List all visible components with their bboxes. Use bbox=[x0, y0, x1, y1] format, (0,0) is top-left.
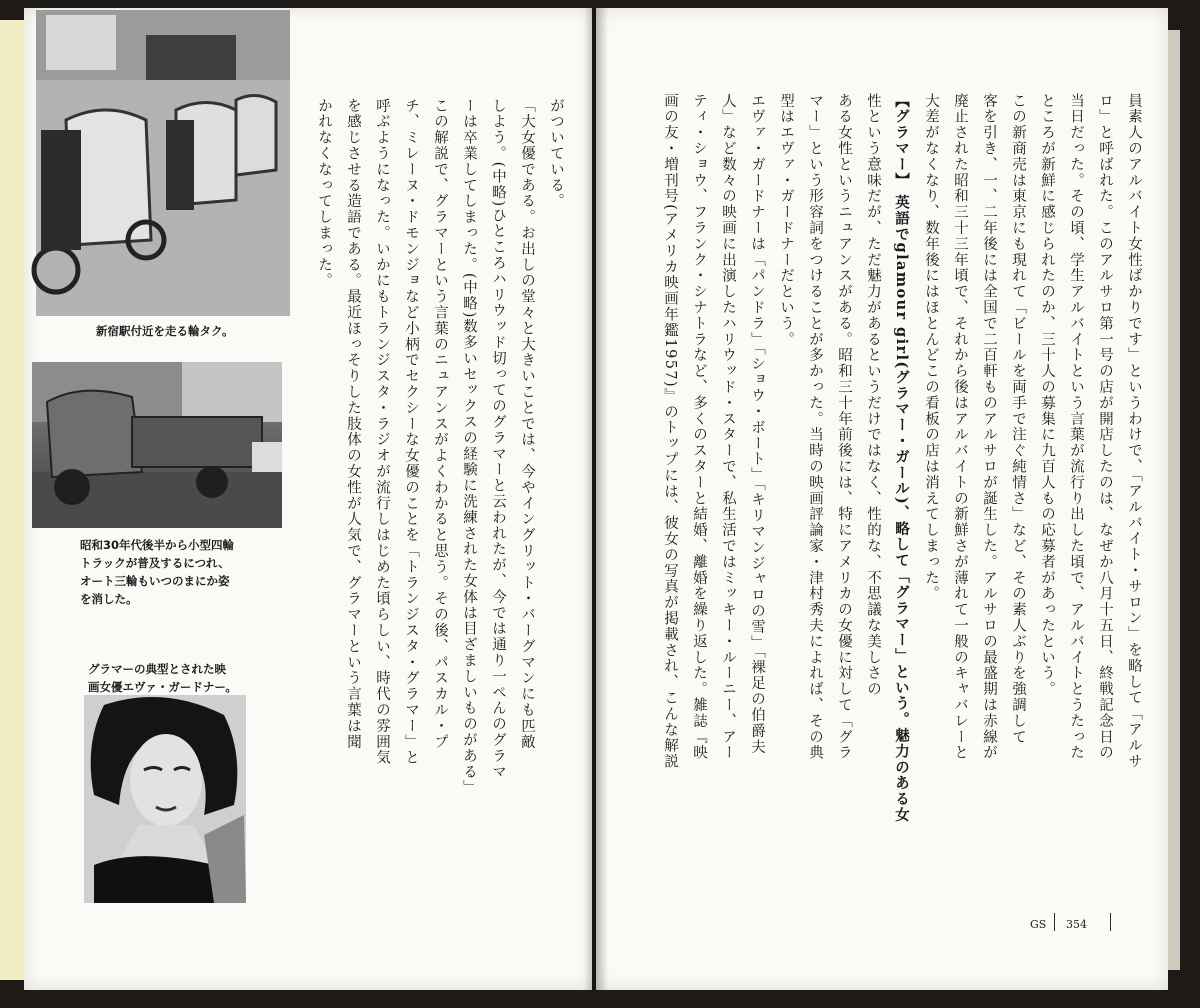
text-line: ティ・ショウ、フランク・シナトラなど、多くのスターと結婚、離婚を繰り返した。雑誌『映 bbox=[691, 93, 707, 761]
right-page-edge bbox=[1168, 30, 1180, 970]
text-line: かれなくなってしまった。 bbox=[316, 98, 332, 289]
three-wheeler-caption bbox=[80, 536, 234, 608]
text-line: 呼ぶようになった。いかにもトランジスタ・ラジオが流行しはじめた頃らしい、時代の雰囲気 bbox=[374, 98, 390, 766]
text-line: しよう。(中略)ひところハリウッド切ってのグラマーと云われたが、今では通り一ぺんのグラマ bbox=[490, 98, 506, 780]
caption-line: オート三輪もいつのまにか姿 bbox=[80, 574, 230, 588]
section-label: GS bbox=[1030, 918, 1047, 931]
text-line: 「大女優である。お出しの堂々と大きいことでは、今やイングリット・バーグマンにも匹敵 bbox=[519, 98, 535, 750]
text-line: 性という意味だが、ただ魅力があるというだけではなく、性的な、不思議な美しさの bbox=[865, 93, 881, 698]
text-line: ある女性というニュアンスがある。昭和三十年前後には、特にアメリカの女優に対して「グラ bbox=[836, 93, 852, 761]
glamour-entry-line: 【グラマー】 英語でglamour girl(グラマー・ガール)、略して「グラマー」という。魅力のある女 bbox=[893, 93, 910, 824]
text-line: エヴァ・ガードナーは「パンドラ」「ショウ・ボート」「キリマンジャロの雪」「裸足の伯爵夫 bbox=[749, 93, 765, 755]
text-line: 大差がなくなり、数年後にはほとんどこの看板の店は消えてしまった。 bbox=[923, 93, 939, 602]
text-line: 人」など数々の映画に出演したハリウッド・スターで、私生活ではミッキー・ルーニー、アー bbox=[720, 93, 736, 761]
three-wheeler-photo bbox=[32, 362, 282, 528]
text-line: 廃止された昭和三十三年頃で、それから後はアルバイトの新鮮さが薄れて一般のキャバレーと bbox=[952, 93, 968, 761]
text-line: 当日だった。その頃、学生アルバイトという言葉が流行り出した頃で、アルバイトとうたった bbox=[1068, 93, 1084, 761]
left-page-body-text bbox=[316, 98, 570, 838]
text-line: 画の友・増刊号(アメリカ映画年鑑1957)』のトップには、彼女の写真が掲載され、こんな解説 bbox=[662, 93, 678, 770]
actress-caption bbox=[88, 660, 237, 696]
text-line: 客を引き、一、二年後には全国で二百軒ものアルサロが誕生した。アルサロの最盛期は赤線が bbox=[981, 93, 997, 761]
caption-line: を消した。 bbox=[80, 592, 138, 606]
actress-portrait-photo bbox=[84, 695, 246, 903]
page-edge-strip bbox=[0, 20, 26, 980]
text-line: この新商売は東京にも現れて「ビールを両手で注ぐ純情さ」など、その素人ぶりを強調して bbox=[1010, 93, 1026, 745]
caption-line: トラックが普及するにつれ、 bbox=[80, 556, 230, 570]
text-line: ところが新鮮に感じられたのか、三十人の募集に九百人もの応募者があったという。 bbox=[1039, 93, 1055, 698]
caption-line: 画女優エヴァ・ガードナー。 bbox=[88, 680, 237, 694]
footer-divider bbox=[1110, 913, 1111, 931]
rickshaw-photo bbox=[36, 10, 290, 316]
right-page-body-text bbox=[646, 93, 1148, 883]
text-line: 型はエヴァ・ガードナーだという。 bbox=[778, 93, 794, 348]
rickshaw-caption: 新宿駅付近を走る輪タク。 bbox=[96, 324, 234, 338]
page-number: 354 bbox=[1066, 918, 1087, 931]
caption-line: 昭和30年代後半から小型四輪 bbox=[80, 538, 235, 552]
text-line: チ、ミレーヌ・ドモンジョなど小柄でセクシーな女優のことを「トランジスタ・グラマー」と bbox=[403, 98, 419, 766]
text-line: を感じさせる造語である。最近ほっそりした肢体の女性が人気で、グラマーという言葉は聞 bbox=[345, 98, 361, 750]
caption-line: グラマーの典型とされた映 bbox=[88, 662, 226, 676]
text-line: ーは卒業してしまった。(中略)数多いセックスの経験に洗練された女体は目ざましいものがある」 bbox=[461, 98, 477, 796]
text-line: ロ」と呼ばれた。このアルサロ第一号の店が開店したのは、なぜか八月十五日、終戦記念日の bbox=[1097, 93, 1113, 761]
text-line: がついている。 bbox=[548, 98, 564, 210]
text-line: この解説で、グラマーという言葉のニュアンスがよくわかると思う。その後、パスカル・プ bbox=[432, 98, 448, 750]
footer-divider bbox=[1054, 913, 1055, 931]
text-line: 員素人のアルバイト女性ばかりです」というわけで、「アルバイト・サロン」を略して「アルサ bbox=[1126, 93, 1142, 770]
book-gutter bbox=[584, 8, 608, 990]
text-line: マー」という形容詞をつけることが多かった。当時の映画評論家・津村秀夫によれば、その典 bbox=[807, 93, 823, 761]
